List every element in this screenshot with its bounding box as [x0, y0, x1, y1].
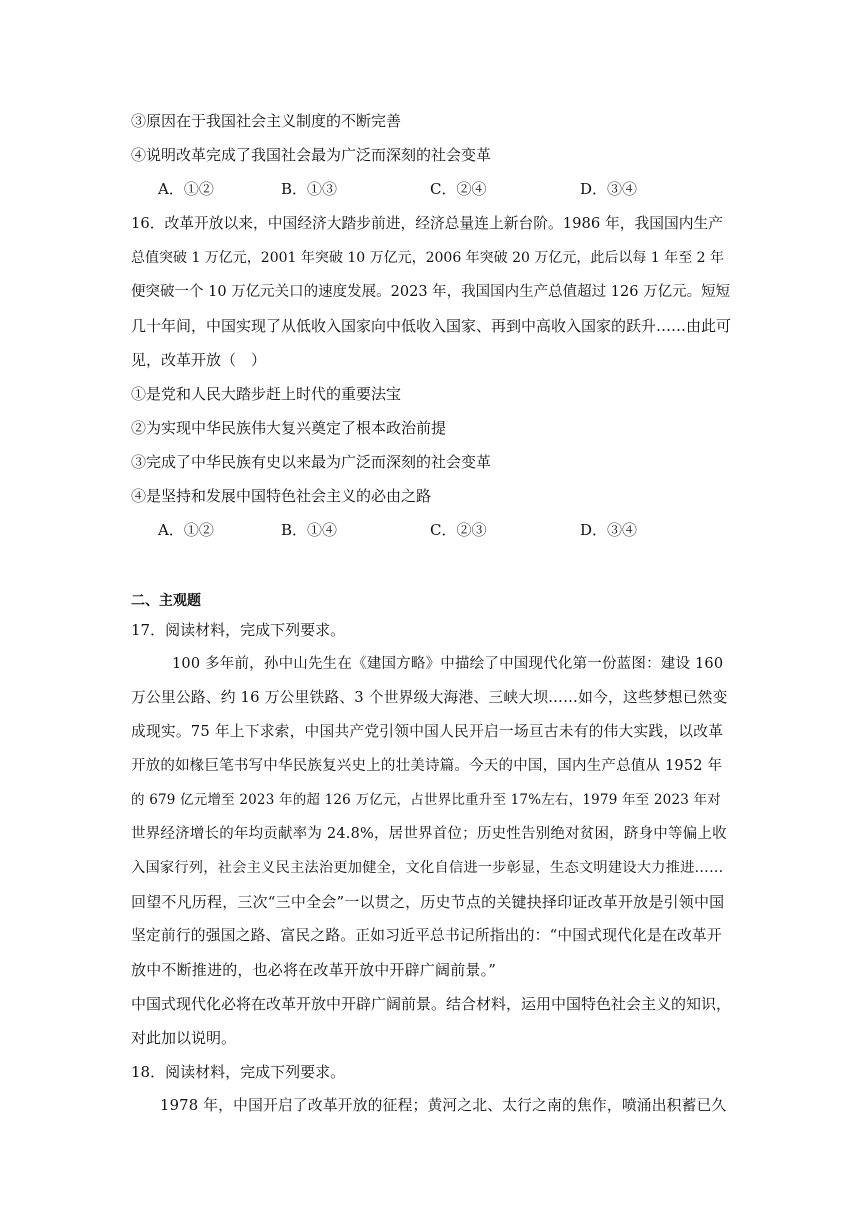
q17-material-line: 回望不凡历程，三次“三中全会”一以贯之，历史节点的关键抉择印证改革开放是引领中国 — [131, 893, 725, 911]
q15-option-a: A．①② — [158, 180, 214, 198]
q15-item-3: ③原因在于我国社会主义制度的不断完善 — [131, 112, 402, 130]
q16-item-2: ②为实现中华民族伟大复兴奠定了根本政治前提 — [131, 419, 447, 437]
q18-material-line: 1978 年，中国开启了改革开放的征程；黄河之北、太行之南的焦作，喷涌出积蓄已久 — [160, 1097, 727, 1114]
section-heading: 二、主观题 — [131, 593, 201, 609]
q17-question-line: 中国式现代化必将在改革开放中开辟广阔前景。结合材料，运用中国特色社会主义的知识， — [131, 995, 732, 1013]
q16-stem-line: 见，改革开放（ ） — [131, 351, 267, 369]
q16-option-a: A．①② — [158, 521, 214, 539]
q17-material-line: 入国家行列，社会主义民主法治更加健全，文化自信进一步彰显，生态文明建设大力推进…… — [131, 860, 724, 876]
q15-option-c: C．②④ — [430, 180, 487, 198]
q15-option-d: D．③④ — [580, 180, 638, 198]
q16-option-c: C．②③ — [430, 521, 487, 539]
q17-stem: 17．阅读材料，完成下列要求。 — [131, 621, 346, 639]
q17-material-line: 100 多年前，孙中山先生在《建国方略》中描绘了中国现代化第一份蓝图：建设 160 — [172, 656, 724, 672]
q15-item-4: ④说明改革完成了我国社会最为广泛而深刻的社会变革 — [131, 146, 492, 164]
q16-item-1: ①是党和人民大踏步赶上时代的重要法宝 — [131, 385, 402, 403]
q17-material-line: 的 679 亿元增至 2023 年的超 126 万亿元，占世界比重升至 17%左右，1979 年至 2023 年对 — [131, 792, 721, 808]
q17-material-line: 成现实。75 年上下求索，中国共产党引领中国人民开启一场亘古未有的伟大实践，以改革 — [131, 723, 724, 740]
q16-stem-line: 16．改革开放以来，中国经济大踏步前进，经济总量连上新台阶。1986 年，我国国内生产 — [131, 215, 723, 232]
q16-option-b: B．①④ — [281, 521, 338, 539]
q16-stem-line: 便突破一个 10 万亿元关口的速度发展。2023 年，我国国内生产总值超过 126 万亿元。短短 — [131, 284, 731, 300]
q16-option-d: D．③④ — [580, 521, 638, 539]
q16-stem-line: 几十年间，中国实现了从低收入国家向中低收入国家、再到中高收入国家的跃升……由此可 — [131, 317, 732, 335]
q17-material-line: 放中不断推进的，也必将在改革开放中开辟广阔前景。” — [131, 961, 497, 979]
q17-material-line: 世界经济增长的年均贡献率为 24.8%，居世界首位；历史性告别绝对贫困，跻身中等偏上收 — [131, 826, 727, 842]
q16-item-4: ④是坚持和发展中国特色社会主义的必由之路 — [131, 487, 432, 505]
q17-material-line: 万公里公路、约 16 万公里铁路、3 个世界级大海港、三峡大坝……如今，这些梦想已然变 — [131, 689, 728, 706]
q17-question-line: 对此加以说明。 — [131, 1029, 237, 1047]
q18-stem: 18．阅读材料，完成下列要求。 — [131, 1063, 346, 1081]
q15-option-b: B．①③ — [281, 180, 338, 198]
q17-material-line: 坚定前行的强国之路、富民之路。正如习近平总书记所指出的：“中国式现代化是在改革开 — [131, 927, 722, 944]
q16-stem-line: 总值突破 1 万亿元，2001 年突破 10 万亿元，2006 年突破 20 万亿元，此后以每 1 年至 2 年 — [131, 250, 725, 266]
q16-item-3: ③完成了中华民族有史以来最为广泛而深刻的社会变革 — [131, 453, 492, 471]
q17-material-line: 开放的如椽巨笔书写中华民族复兴史上的壮美诗篇。今天的中国，国内生产总值从 1952 年 — [131, 758, 723, 774]
